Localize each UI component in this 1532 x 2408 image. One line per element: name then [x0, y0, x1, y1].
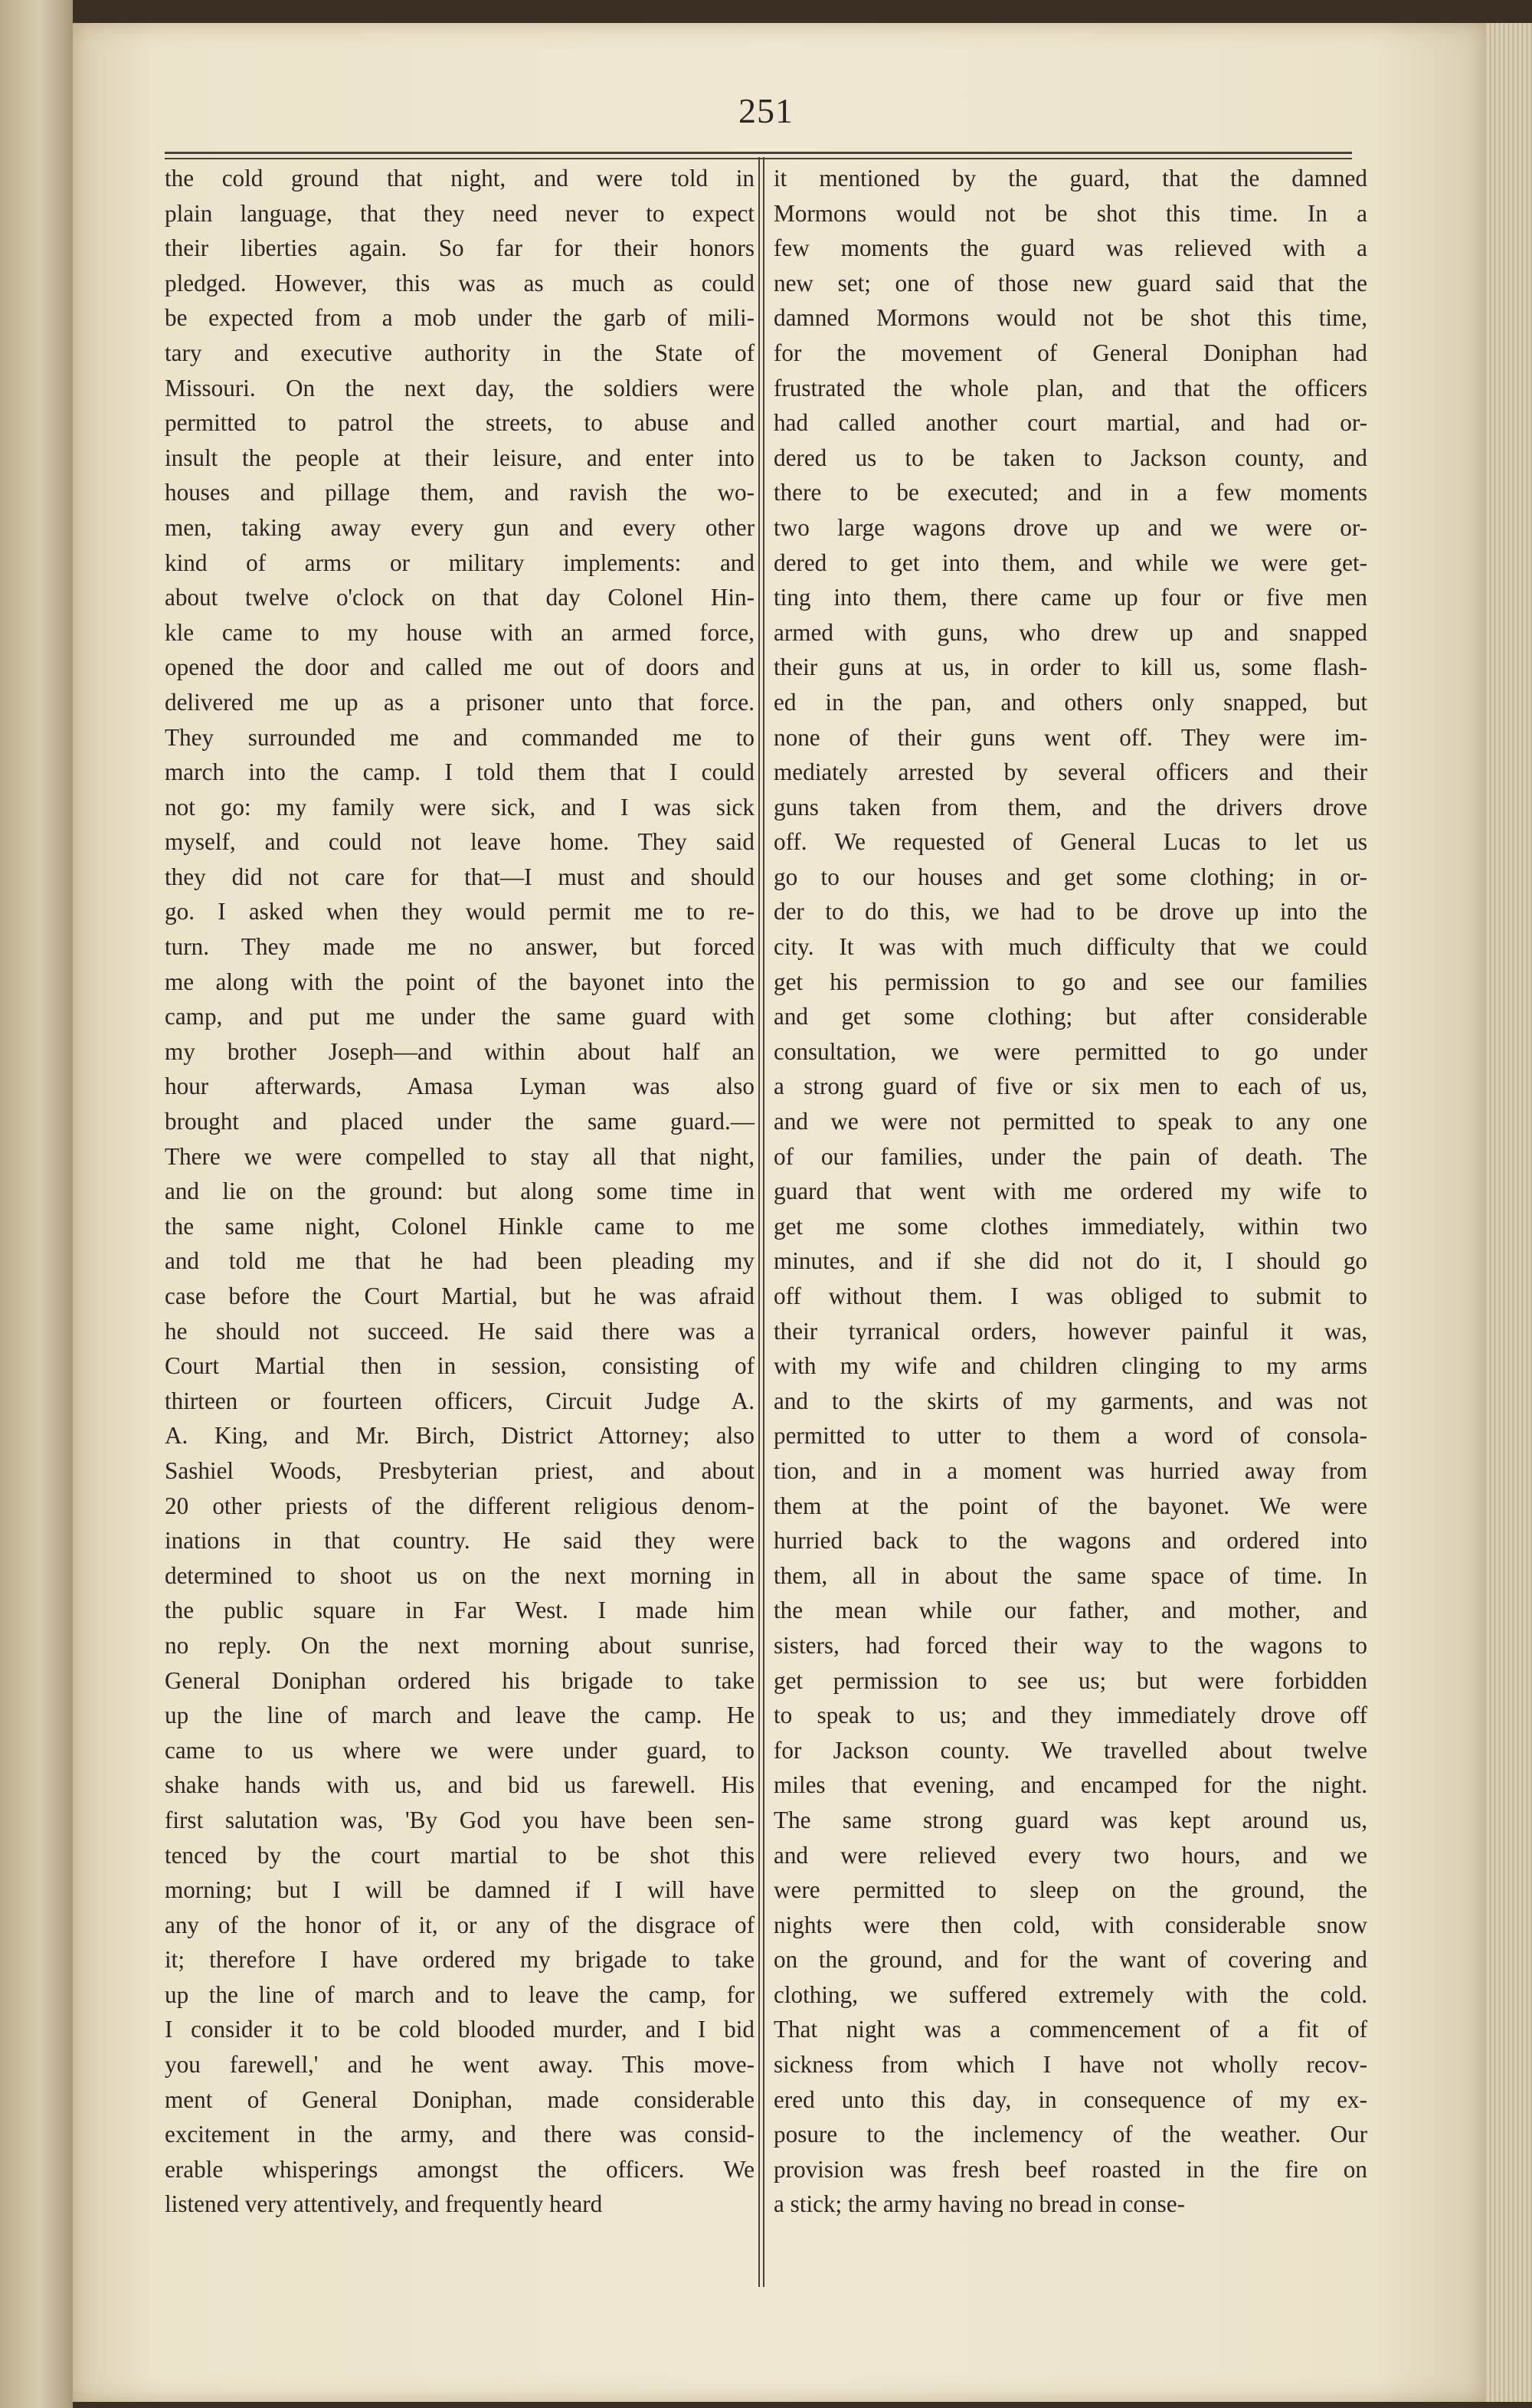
text-line: and told me that he had been pleading my: [165, 1247, 755, 1275]
text-line: to speak to us; and they immediately drove off: [774, 1702, 1367, 1729]
text-line: go to our houses and get some clothing; in or-: [774, 863, 1367, 890]
text-line: off. We requested of General Lucas to let us: [774, 828, 1367, 856]
text-line: 20 other priests of the different religious denom-: [165, 1492, 755, 1519]
text-line: a stick; the army having no bread in conse-: [774, 2190, 1185, 2218]
column-divider: [758, 157, 760, 2287]
text-line: dered to get into them, and while we were get-: [774, 549, 1367, 576]
text-line: thirteen or fourteen officers, Circuit Judge A.: [165, 1387, 755, 1414]
text-line: he should not succeed. He said there was a: [165, 1317, 755, 1345]
text-line: two large wagons drove up and we were or-: [774, 513, 1367, 541]
text-line: erable whisperings amongst the officers. We: [165, 2155, 755, 2183]
text-line: Missouri. On the next day, the soldiers were: [165, 374, 755, 401]
text-line: I consider it to be cold blooded murder, and I bid: [165, 2016, 755, 2043]
text-line: hour afterwards, Amasa Lyman was also: [165, 1073, 755, 1100]
text-line: of our families, under the pain of death. The: [774, 1142, 1367, 1170]
text-line: first salutation was, 'By God you have been sen-: [165, 1806, 755, 1833]
text-line: houses and pillage them, and ravish the wo-: [165, 479, 755, 506]
text-line: mediately arrested by several officers and their: [774, 758, 1367, 786]
text-line: sickness from which I have not wholly recov-: [774, 2051, 1367, 2079]
text-line: There we were compelled to stay all that night,: [165, 1142, 755, 1170]
text-line: and get some clothing; but after considerable: [774, 1003, 1367, 1030]
text-line: my brother Joseph—and within about half an: [165, 1037, 755, 1065]
text-line: provision was fresh beef roasted in the fire on: [774, 2155, 1367, 2183]
text-line: the public square in Far West. I made him: [165, 1597, 755, 1624]
text-line: excitement in the army, and there was consid-: [165, 2121, 755, 2148]
text-line: delivered me up as a prisoner unto that force.: [165, 688, 755, 716]
text-line: miles that evening, and encamped for the night.: [774, 1771, 1367, 1799]
text-line: They surrounded me and commanded me to: [165, 723, 755, 751]
text-line: armed with guns, who drew up and snapped: [774, 618, 1367, 646]
text-line: a strong guard of five or six men to each of us,: [774, 1073, 1367, 1100]
text-line: clothing, we suffered extremely with the cold.: [774, 1980, 1367, 2008]
text-line: men, taking away every gun and every other: [165, 513, 755, 541]
text-line: permitted to patrol the streets, to abuse and: [165, 409, 755, 437]
text-line: damned Mormons would not be shot this time,: [774, 304, 1367, 332]
text-line: The same strong guard was kept around us,: [774, 1806, 1367, 1833]
text-line: it mentioned by the guard, that the damned: [774, 165, 1367, 192]
text-line: A. King, and Mr. Birch, District Attorney; also: [165, 1422, 755, 1450]
text-line: and were relieved every two hours, and we: [774, 1841, 1367, 1869]
text-line: their liberties again. So far for their honors: [165, 234, 755, 262]
text-line: me along with the point of the bayonet into the: [165, 968, 755, 995]
text-line: were permitted to sleep on the ground, the: [774, 1876, 1367, 1904]
text-column-right: [774, 161, 1367, 2222]
text-line: guard that went with me ordered my wife to: [774, 1178, 1367, 1205]
text-line: consultation, we were permitted to go under: [774, 1037, 1367, 1065]
text-line: go. I asked when they would permit me to re-: [165, 898, 755, 926]
text-line: up the line of march and to leave the camp, for: [165, 1980, 755, 2008]
header-rule: [165, 152, 1352, 154]
text-line: get his permission to go and see our families: [774, 968, 1367, 995]
text-line: the same night, Colonel Hinkle came to me: [165, 1212, 755, 1240]
text-line: kind of arms or military implements: and: [165, 549, 755, 576]
text-line: the cold ground that night, and were told in: [165, 165, 755, 192]
page-stack-edge: [1486, 23, 1532, 2402]
text-line: case before the Court Martial, but he was afraid: [165, 1283, 755, 1309]
column-divider-double: [763, 157, 764, 2287]
text-line: you farewell,' and he went away. This move-: [165, 2051, 755, 2079]
text-line: it; therefore I have ordered my brigade to take: [165, 1946, 755, 1974]
text-line: them at the point of the bayonet. We were: [774, 1492, 1367, 1519]
text-line: dered us to be taken to Jackson county, and: [774, 444, 1367, 471]
text-line: any of the honor of it, or any of the disgrace of: [165, 1911, 755, 1938]
text-line: opened the door and called me out of doors and: [165, 654, 755, 681]
text-line: listened very attentively, and frequently heard: [165, 2190, 603, 2218]
text-line: and lie on the ground: but along some time in: [165, 1178, 755, 1205]
text-line: and to the skirts of my garments, and was not: [774, 1387, 1367, 1414]
text-line: Sashiel Woods, Presbyterian priest, and about: [165, 1456, 755, 1484]
text-line: inations in that country. He said they were: [165, 1527, 755, 1555]
text-line: ed in the pan, and others only snapped, but: [774, 688, 1367, 716]
text-line: frustrated the whole plan, and that the officers: [774, 374, 1367, 401]
text-line: tion, and in a moment was hurried away from: [774, 1456, 1367, 1484]
text-line: tenced by the court martial to be shot this: [165, 1841, 755, 1869]
text-line: plain language, that they need never to expect: [165, 199, 755, 227]
text-line: nights were then cold, with considerable snow: [774, 1911, 1367, 1938]
text-column-left: [165, 161, 755, 2222]
text-line: no reply. On the next morning about sunrise,: [165, 1631, 755, 1659]
text-line: with my wife and children clinging to my arms: [774, 1352, 1367, 1380]
text-line: ment of General Doniphan, made considerable: [165, 2085, 755, 2113]
text-line: pledged. However, this was as much as could: [165, 269, 755, 296]
text-line: the mean while our father, and mother, and: [774, 1597, 1367, 1624]
text-line: determined to shoot us on the next morning in: [165, 1561, 755, 1589]
text-line: ered unto this day, in consequence of my ex-: [774, 2085, 1367, 2113]
text-line: get permission to see us; but were forbidden: [774, 1666, 1367, 1694]
text-line: be expected from a mob under the garb of mili-: [165, 304, 755, 332]
text-line: tary and executive authority in the State of: [165, 339, 755, 366]
text-line: General Doniphan ordered his brigade to take: [165, 1666, 755, 1694]
text-line: them, all in about the same space of time. In: [774, 1561, 1367, 1589]
text-line: Mormons would not be shot this time. In a: [774, 199, 1367, 227]
text-line: turn. They made me no answer, but forced: [165, 933, 755, 961]
text-line: city. It was with much difficulty that we could: [774, 933, 1367, 961]
text-line: up the line of march and leave the camp. He: [165, 1702, 755, 1729]
text-line: there to be executed; and in a few moments: [774, 479, 1367, 506]
text-line: their tyrranical orders, however painful it was,: [774, 1317, 1367, 1345]
text-line: get me some clothes immediately, within two: [774, 1212, 1367, 1240]
text-line: brought and placed under the same guard.—: [165, 1108, 755, 1135]
text-line: sisters, had forced their way to the wagons to: [774, 1631, 1367, 1659]
text-line: not go: my family were sick, and I was sick: [165, 793, 755, 821]
text-line: off without them. I was obliged to submit to: [774, 1283, 1367, 1309]
text-line: for the movement of General Doniphan had: [774, 339, 1367, 366]
text-line: new set; one of those new guard said that the: [774, 269, 1367, 296]
text-line: shake hands with us, and bid us farewell. His: [165, 1771, 755, 1799]
text-line: Court Martial then in session, consisting of: [165, 1352, 755, 1380]
text-line: der to do this, we had to be drove up into the: [774, 898, 1367, 926]
text-line: for Jackson county. We travelled about twelve: [774, 1736, 1367, 1764]
text-line: they did not care for that—I must and should: [165, 863, 755, 890]
page-number: 251: [738, 91, 794, 130]
text-line: kle came to my house with an armed force,: [165, 618, 755, 646]
text-line: few moments the guard was relieved with a: [774, 234, 1367, 262]
text-line: had called another court martial, and had or-: [774, 409, 1367, 437]
text-line: their guns at us, in order to kill us, some flash-: [774, 654, 1367, 681]
text-line: morning; but I will be damned if I will have: [165, 1876, 755, 1904]
text-line: camp, and put me under the same guard with: [165, 1003, 755, 1030]
text-line: guns taken from them, and the drivers drove: [774, 793, 1367, 821]
text-line: minutes, and if she did not do it, I should go: [774, 1247, 1367, 1275]
text-line: about twelve o'clock on that day Colonel Hin-: [165, 584, 755, 611]
text-line: posure to the inclemency of the weather. Our: [774, 2121, 1367, 2148]
text-line: ting into them, there came up four or five men: [774, 584, 1367, 611]
text-line: permitted to utter to them a word of consola-: [774, 1422, 1367, 1450]
text-line: and we were not permitted to speak to any one: [774, 1108, 1367, 1135]
text-line: insult the people at their leisure, and enter into: [165, 444, 755, 471]
text-line: myself, and could not leave home. They said: [165, 828, 755, 856]
text-line: came to us where we were under guard, to: [165, 1736, 755, 1764]
text-line: on the ground, and for the want of covering and: [774, 1946, 1367, 1974]
text-line: none of their guns went off. They were im-: [774, 723, 1367, 751]
text-line: hurried back to the wagons and ordered into: [774, 1527, 1367, 1555]
facing-page-edge: [0, 0, 73, 2408]
text-line: march into the camp. I told them that I could: [165, 758, 755, 786]
text-line: That night was a commencement of a fit of: [774, 2016, 1367, 2043]
